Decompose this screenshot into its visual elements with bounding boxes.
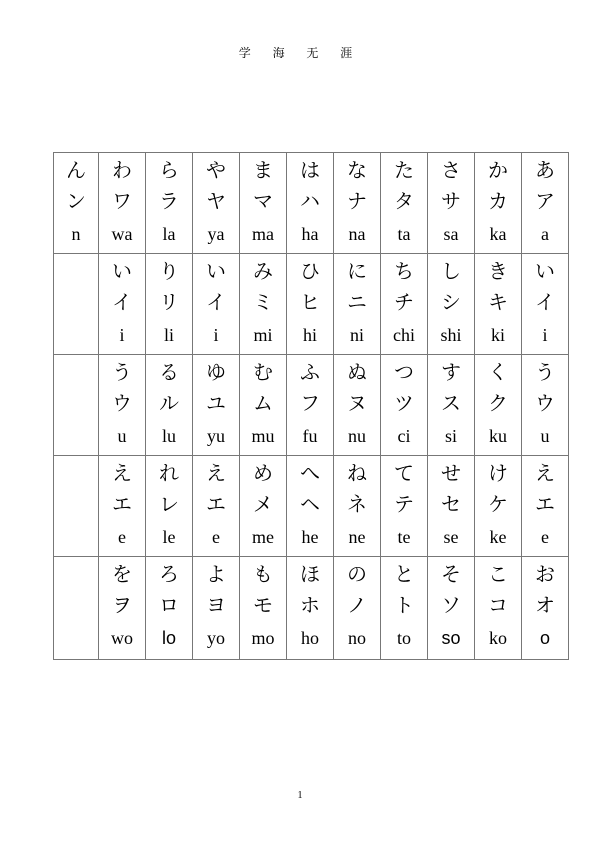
kana-cell (522, 254, 569, 355)
romaji-label: ta (397, 224, 411, 244)
kana-cell (522, 153, 569, 254)
kana-chart-table (53, 152, 569, 660)
kana-cell (334, 456, 381, 557)
kana-cell (99, 153, 146, 254)
kana-cell (381, 456, 428, 557)
katakana-char: ケ (488, 492, 508, 516)
hiragana-char: ゆ (206, 360, 226, 384)
katakana-char: エ (206, 492, 226, 516)
kana-cell (428, 254, 475, 355)
kana-cell (381, 153, 428, 254)
romaji-label: ke (489, 527, 507, 547)
hiragana-char: ほ (300, 562, 320, 586)
kana-cell (193, 254, 240, 355)
kana-cell (240, 557, 287, 660)
katakana-char: タ (394, 189, 414, 213)
katakana-char: イ (206, 290, 226, 314)
katakana-char: ク (488, 391, 508, 415)
hiragana-char: い (206, 259, 226, 283)
kana-cell (240, 355, 287, 456)
hiragana-char: つ (394, 360, 414, 384)
hiragana-char: う (535, 360, 555, 384)
katakana-char: ン (66, 189, 86, 213)
katakana-char: メ (253, 492, 273, 516)
hiragana-char: こ (488, 562, 508, 586)
kana-cell (475, 254, 522, 355)
romaji-label: a (541, 224, 549, 244)
romaji-label: te (397, 527, 411, 547)
kana-cell (475, 355, 522, 456)
katakana-char: エ (112, 492, 132, 516)
kana-cell (522, 557, 569, 660)
hiragana-char: ん (66, 158, 86, 182)
romaji-label: mi (253, 325, 273, 345)
romaji-label: fu (302, 426, 318, 446)
kana-cell (334, 355, 381, 456)
hiragana-char: け (488, 461, 508, 485)
romaji-label: na (348, 224, 366, 244)
hiragana-char: ぬ (347, 360, 367, 384)
katakana-char: シ (441, 290, 461, 314)
kana-cell (146, 557, 193, 660)
kana-cell (475, 153, 522, 254)
katakana-char: オ (535, 593, 555, 617)
romaji-label: ko (489, 628, 507, 648)
hiragana-char: む (253, 360, 273, 384)
romaji-label: n (71, 224, 81, 244)
katakana-char: イ (112, 290, 132, 314)
katakana-char: マ (253, 189, 273, 213)
kana-cell (240, 153, 287, 254)
hiragana-char: そ (441, 562, 461, 586)
hiragana-char: る (159, 360, 179, 384)
kana-cell (240, 456, 287, 557)
katakana-char: ソ (441, 593, 461, 617)
romaji-label: se (443, 527, 459, 547)
katakana-char: ラ (159, 189, 179, 213)
hiragana-char: ら (159, 158, 179, 182)
kana-cell (381, 254, 428, 355)
hiragana-char: さ (441, 158, 461, 182)
hiragana-char: と (394, 562, 414, 586)
romaji-label: i (213, 325, 219, 345)
katakana-char: セ (441, 492, 461, 516)
hiragana-char: て (394, 461, 414, 485)
katakana-char: テ (394, 492, 414, 516)
kana-cell (475, 557, 522, 660)
katakana-char: ヲ (112, 593, 132, 617)
romaji-label: mo (251, 628, 275, 648)
romaji-label: he (301, 527, 319, 547)
hiragana-char: あ (535, 158, 555, 182)
hiragana-char: の (347, 562, 367, 586)
kana-cell (334, 557, 381, 660)
hiragana-char: よ (206, 562, 226, 586)
kana-row (54, 355, 569, 456)
katakana-char: ワ (112, 189, 132, 213)
hiragana-char: う (112, 360, 132, 384)
hiragana-char: な (347, 158, 367, 182)
kana-row (54, 456, 569, 557)
hiragana-char: ふ (300, 360, 320, 384)
hiragana-char: お (535, 562, 555, 586)
hiragana-char: い (535, 259, 555, 283)
hiragana-char: ね (347, 461, 367, 485)
katakana-char: ウ (112, 391, 132, 415)
hiragana-char: れ (159, 461, 179, 485)
katakana-char: ハ (300, 189, 320, 213)
empty-cell (54, 557, 99, 660)
hiragana-char: を (112, 562, 132, 586)
hiragana-char: し (441, 259, 461, 283)
hiragana-char: す (441, 360, 461, 384)
kana-cell (381, 557, 428, 660)
kana-cell (522, 456, 569, 557)
katakana-char: サ (441, 189, 461, 213)
empty-cell (54, 355, 99, 456)
kana-cell (287, 153, 334, 254)
kana-row (54, 153, 569, 254)
kana-cell (287, 456, 334, 557)
hiragana-char: い (112, 259, 132, 283)
hiragana-char: へ (300, 461, 320, 485)
romaji-label: me (252, 527, 274, 547)
katakana-char: ネ (347, 492, 367, 516)
kana-cell (428, 153, 475, 254)
katakana-char: ホ (300, 593, 320, 617)
romaji-label: si (444, 426, 457, 446)
katakana-char: ニ (347, 290, 367, 314)
romaji-label: ni (349, 325, 364, 345)
hiragana-char: ひ (300, 259, 320, 283)
katakana-char: イ (535, 290, 555, 314)
kana-cell (428, 456, 475, 557)
katakana-char: ヨ (206, 593, 226, 617)
hiragana-char: り (159, 259, 179, 283)
romaji-label: li (163, 325, 174, 345)
hiragana-char: や (206, 158, 226, 182)
romaji-label: ci (397, 426, 411, 446)
romaji-label: i (119, 325, 125, 345)
hiragana-char: わ (112, 158, 132, 182)
romaji-label: hi (302, 325, 317, 345)
katakana-char: ト (394, 593, 414, 617)
romaji-label: shi (440, 325, 462, 345)
romaji-label: e (118, 527, 126, 547)
katakana-char: モ (253, 593, 273, 617)
katakana-char: キ (488, 290, 508, 314)
katakana-char: ヤ (206, 189, 226, 213)
kana-cell (146, 456, 193, 557)
kana-cell (475, 456, 522, 557)
romaji-label: lu (161, 426, 176, 446)
romaji-label: ha (301, 224, 319, 244)
kana-cell (99, 355, 146, 456)
romaji-label: wa (111, 224, 133, 244)
kana-row (54, 557, 569, 660)
romaji-label: so (441, 628, 461, 648)
hiragana-char: た (394, 158, 414, 182)
romaji-label: yu (207, 426, 225, 446)
kana-cell (287, 254, 334, 355)
romaji-label: sa (443, 224, 459, 244)
kana-cell (193, 456, 240, 557)
romaji-label: ne (348, 527, 366, 547)
katakana-char: ミ (253, 290, 273, 314)
hiragana-char: え (535, 461, 555, 485)
kana-cell (146, 355, 193, 456)
kana-row (54, 254, 569, 355)
romaji-label: ho (301, 628, 319, 648)
romaji-label: o (539, 628, 550, 648)
katakana-char: ル (159, 391, 179, 415)
hiragana-char: ち (394, 259, 414, 283)
romaji-label: u (540, 426, 550, 446)
romaji-label: ma (252, 224, 274, 244)
kana-cell (381, 355, 428, 456)
hiragana-char: み (253, 259, 273, 283)
katakana-char: チ (394, 290, 414, 314)
empty-cell (54, 254, 99, 355)
hiragana-char: も (253, 562, 273, 586)
kana-cell (287, 557, 334, 660)
katakana-char: ム (253, 391, 273, 415)
hiragana-char: せ (441, 461, 461, 485)
romaji-label: yo (207, 628, 225, 648)
katakana-char: ロ (159, 593, 179, 617)
romaji-label: mu (251, 426, 275, 446)
page-number: 1 (297, 790, 303, 801)
katakana-char: ヒ (300, 290, 320, 314)
hiragana-char: に (347, 259, 367, 283)
romaji-label: lo (161, 628, 176, 648)
page-header: 学 海 无 涯 (238, 46, 362, 60)
kana-cell (334, 153, 381, 254)
romaji-label: ya (207, 224, 225, 244)
romaji-label: wo (111, 628, 133, 648)
hiragana-char: め (253, 461, 273, 485)
kana-cell (428, 557, 475, 660)
romaji-label: no (348, 628, 366, 648)
hiragana-char: く (488, 360, 508, 384)
romaji-label: ka (489, 224, 507, 244)
romaji-label: to (396, 628, 411, 648)
romaji-label: nu (348, 426, 366, 446)
hiragana-char: え (112, 461, 132, 485)
empty-cell (54, 456, 99, 557)
kana-cell (522, 355, 569, 456)
katakana-char: カ (488, 189, 508, 213)
kana-cell (287, 355, 334, 456)
hiragana-char: は (300, 158, 320, 182)
hiragana-char: か (488, 158, 508, 182)
katakana-char: ヘ (300, 492, 320, 516)
romaji-label: e (541, 527, 549, 547)
kana-cell (193, 153, 240, 254)
romaji-label: ku (489, 426, 507, 446)
katakana-char: ア (535, 189, 555, 213)
hiragana-char: き (488, 259, 508, 283)
hiragana-char: ま (253, 158, 273, 182)
romaji-label: u (117, 426, 127, 446)
kana-cell (99, 456, 146, 557)
hiragana-char: ろ (159, 562, 179, 586)
romaji-label: le (162, 527, 176, 547)
katakana-char: フ (300, 391, 320, 415)
kana-cell (54, 153, 99, 254)
katakana-char: ノ (347, 593, 367, 617)
kana-cell (193, 355, 240, 456)
kana-cell (240, 254, 287, 355)
kana-cell (146, 254, 193, 355)
katakana-char: レ (159, 492, 179, 516)
romaji-label: i (542, 325, 548, 345)
katakana-char: ツ (394, 391, 414, 415)
katakana-char: コ (488, 593, 508, 617)
romaji-label: ki (490, 325, 505, 345)
kana-cell (193, 557, 240, 660)
romaji-label: chi (393, 325, 415, 345)
kana-cell (428, 355, 475, 456)
katakana-char: ユ (206, 391, 226, 415)
kana-cell (99, 254, 146, 355)
katakana-char: ウ (535, 391, 555, 415)
kana-cell (146, 153, 193, 254)
kana-cell (99, 557, 146, 660)
kana-cell (334, 254, 381, 355)
hiragana-char: え (206, 461, 226, 485)
romaji-label: la (162, 224, 176, 244)
katakana-char: エ (535, 492, 555, 516)
katakana-char: ス (441, 391, 461, 415)
katakana-char: ナ (347, 189, 367, 213)
katakana-char: ヌ (347, 391, 367, 415)
romaji-label: e (212, 527, 220, 547)
katakana-char: リ (159, 290, 179, 314)
